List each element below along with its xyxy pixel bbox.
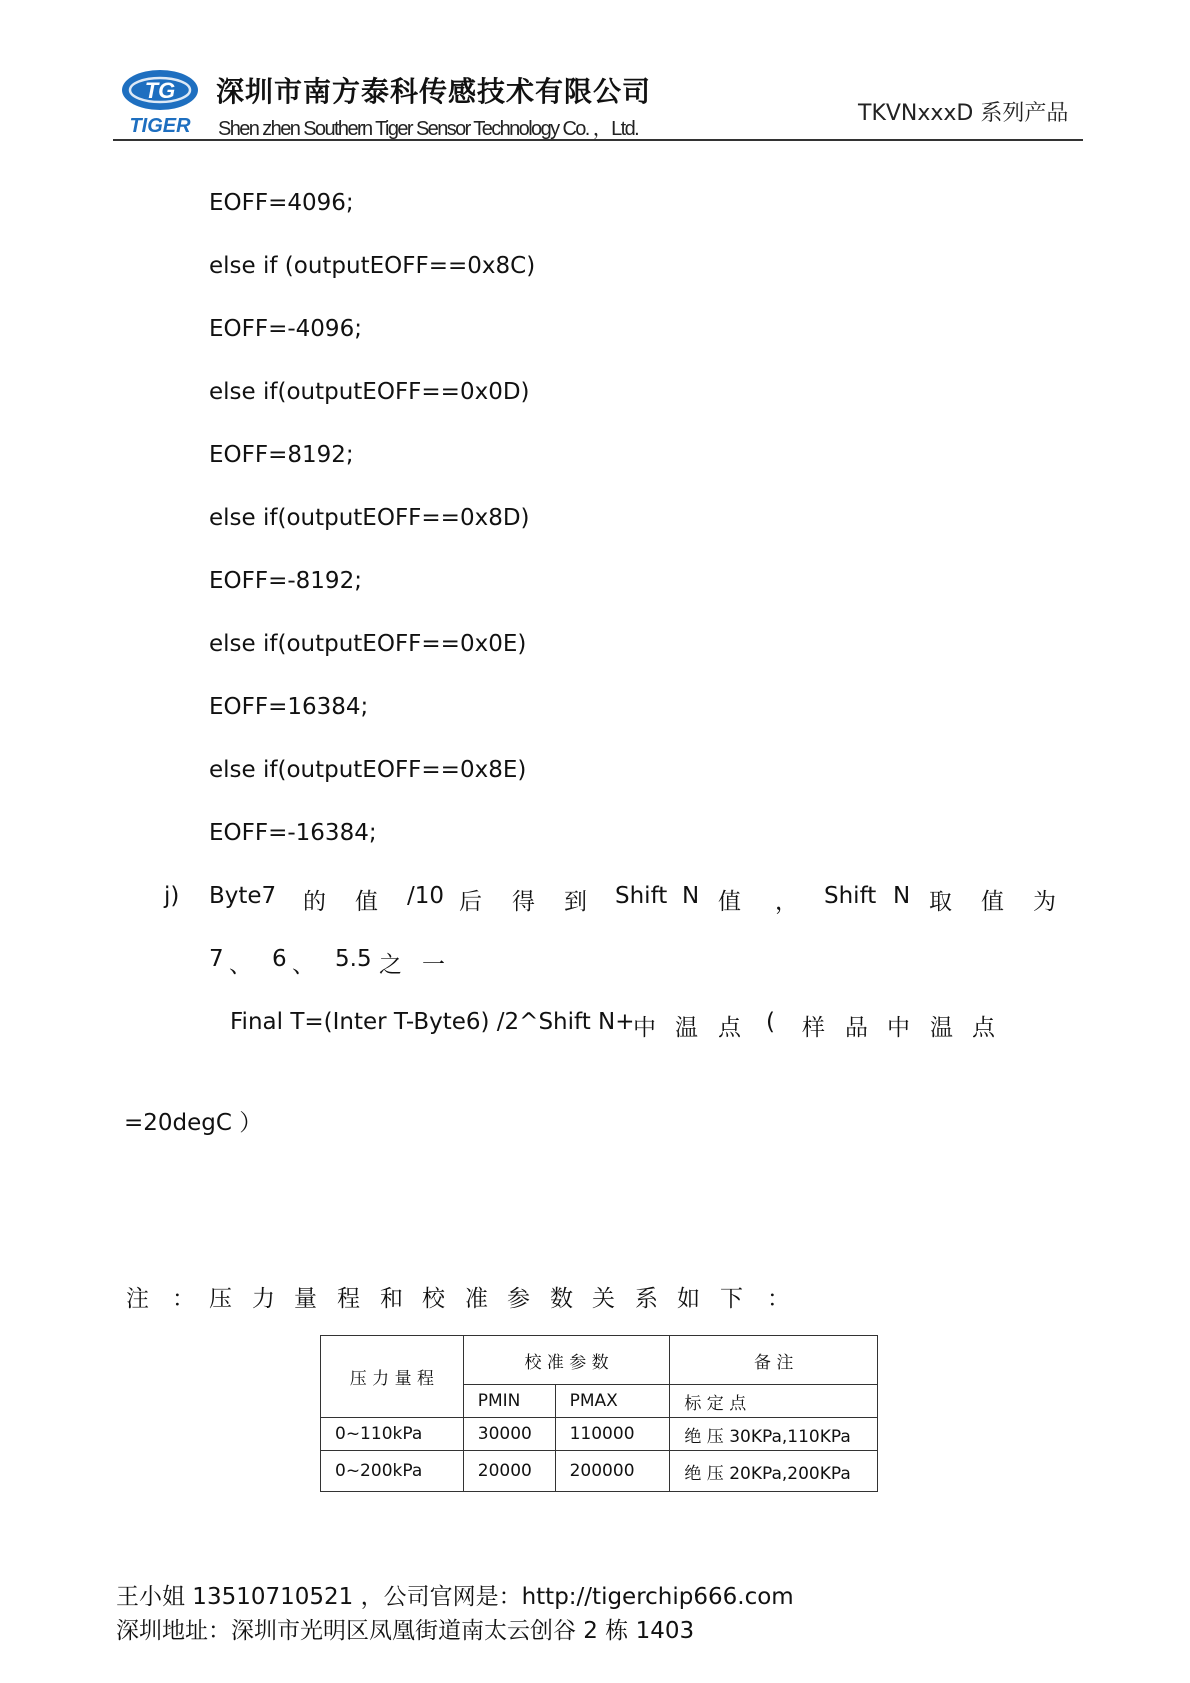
cell-range: 0~200kPa xyxy=(321,1451,464,1492)
text-token: 样 xyxy=(802,1015,825,1041)
note-char: 力 xyxy=(252,1286,275,1312)
header-params: 校 准 参 数 xyxy=(463,1336,670,1385)
note-char: 和 xyxy=(380,1286,403,1312)
text-token: 一 xyxy=(422,952,445,978)
note-char: ： xyxy=(767,1286,790,1312)
text-token: 得 xyxy=(512,889,535,915)
text-token: Byte7 xyxy=(209,883,277,909)
text-token: 6 xyxy=(272,946,287,972)
header-divider xyxy=(113,139,1083,141)
text-token: 、 xyxy=(292,952,315,978)
text-token: N xyxy=(893,883,911,909)
text-token: /10 xyxy=(407,883,445,909)
note-char: 校 xyxy=(422,1286,445,1312)
code-line: EOFF=8192; xyxy=(209,442,354,468)
subheader-pmax: PMAX xyxy=(555,1385,670,1418)
text-token: 值 xyxy=(355,889,378,915)
text-token: 5.5 xyxy=(335,946,372,972)
formula-tail: =20degC ） xyxy=(124,1110,263,1136)
text-token: ， xyxy=(775,889,798,915)
logo-initials: TG xyxy=(144,78,176,103)
text-token: 取 xyxy=(929,889,952,915)
cell-pmax: 110000 xyxy=(555,1418,670,1451)
company-name-en: Shen zhen Southern Tiger Sensor Technology Co. ，Ltd. xyxy=(218,118,639,140)
text-token: 到 xyxy=(564,889,587,915)
code-line: else if(outputEOFF==0x0E) xyxy=(209,631,527,657)
note-char: ： xyxy=(172,1286,195,1312)
code-line: EOFF=16384; xyxy=(209,694,369,720)
text-token: 值 xyxy=(718,889,741,915)
text-token: 后 xyxy=(459,889,482,915)
code-line: EOFF=-8192; xyxy=(209,568,362,594)
text-token: 温 xyxy=(675,1015,698,1041)
cell-pmin: 20000 xyxy=(463,1451,555,1492)
text-token: Shift xyxy=(615,883,668,909)
formula-text: Final T=(Inter T-Byte6) /2^Shift N+ xyxy=(230,1009,635,1035)
subheader-pmin: PMIN xyxy=(463,1385,555,1418)
cell-remark: 绝 压 30KPa,110KPa xyxy=(670,1418,878,1451)
product-series: TKVNxxxD 系列产品 xyxy=(858,101,1069,126)
text-token: 之 xyxy=(379,952,402,978)
code-line: else if(outputEOFF==0x8E) xyxy=(209,757,527,783)
text-token: ( xyxy=(766,1009,775,1035)
note-char: 程 xyxy=(337,1286,360,1312)
note-char: 系 xyxy=(635,1286,658,1312)
cell-pmax: 200000 xyxy=(555,1451,670,1492)
table-header-row xyxy=(321,1336,878,1385)
text-token: 的 xyxy=(303,889,326,915)
header-range: 压 力 量 程 xyxy=(321,1336,464,1418)
company-logo xyxy=(118,68,202,138)
text-token: 点 xyxy=(718,1015,741,1041)
note-char: 准 xyxy=(465,1286,488,1312)
footer-contact: 王小姐 13510710521 ，公司官网是：http://tigerchip666.com xyxy=(116,1584,794,1610)
text-token: 品 xyxy=(845,1015,868,1041)
cell-remark: 绝 压 20KPa,200KPa xyxy=(670,1451,878,1492)
text-token: 中 xyxy=(633,1015,656,1041)
subheader-calib-points: 标 定 点 xyxy=(670,1385,878,1418)
code-line: else if(outputEOFF==0x8D) xyxy=(209,505,530,531)
text-token: N xyxy=(682,883,700,909)
note-char: 下 xyxy=(720,1286,743,1312)
text-token: 为 xyxy=(1033,889,1056,915)
text-token: 7 xyxy=(209,946,224,972)
note-char: 如 xyxy=(677,1286,700,1312)
footer-address: 深圳地址：深圳市光明区凤凰街道南太云创谷 2 栋 1403 xyxy=(116,1618,695,1644)
code-line: EOFF=-4096; xyxy=(209,316,362,342)
note-char: 参 xyxy=(507,1286,530,1312)
list-marker: j) xyxy=(164,883,180,909)
text-token: 值 xyxy=(981,889,1004,915)
cell-pmin: 30000 xyxy=(463,1418,555,1451)
note-char: 压 xyxy=(209,1286,232,1312)
code-line: else if (outputEOFF==0x8C) xyxy=(209,253,536,279)
text-token: Shift xyxy=(824,883,877,909)
table-row xyxy=(321,1418,878,1451)
logo-text: TIGER xyxy=(129,115,191,137)
calibration-table xyxy=(320,1335,878,1492)
note-char: 注 xyxy=(126,1286,149,1312)
code-line: EOFF=4096; xyxy=(209,190,354,216)
code-line: else if(outputEOFF==0x0D) xyxy=(209,379,530,405)
text-token: 、 xyxy=(229,952,252,978)
note-char: 数 xyxy=(550,1286,573,1312)
company-name-cn: 深圳市南方泰科传感技术有限公司 xyxy=(216,75,652,108)
code-line: EOFF=-16384; xyxy=(209,820,377,846)
header-remark: 备 注 xyxy=(670,1336,878,1385)
note-char: 关 xyxy=(592,1286,615,1312)
text-token: 温 xyxy=(930,1015,953,1041)
cell-range: 0~110kPa xyxy=(321,1418,464,1451)
text-token: 中 xyxy=(887,1015,910,1041)
note-char: 量 xyxy=(294,1286,317,1312)
text-token: 点 xyxy=(972,1015,995,1041)
table-row xyxy=(321,1451,878,1492)
